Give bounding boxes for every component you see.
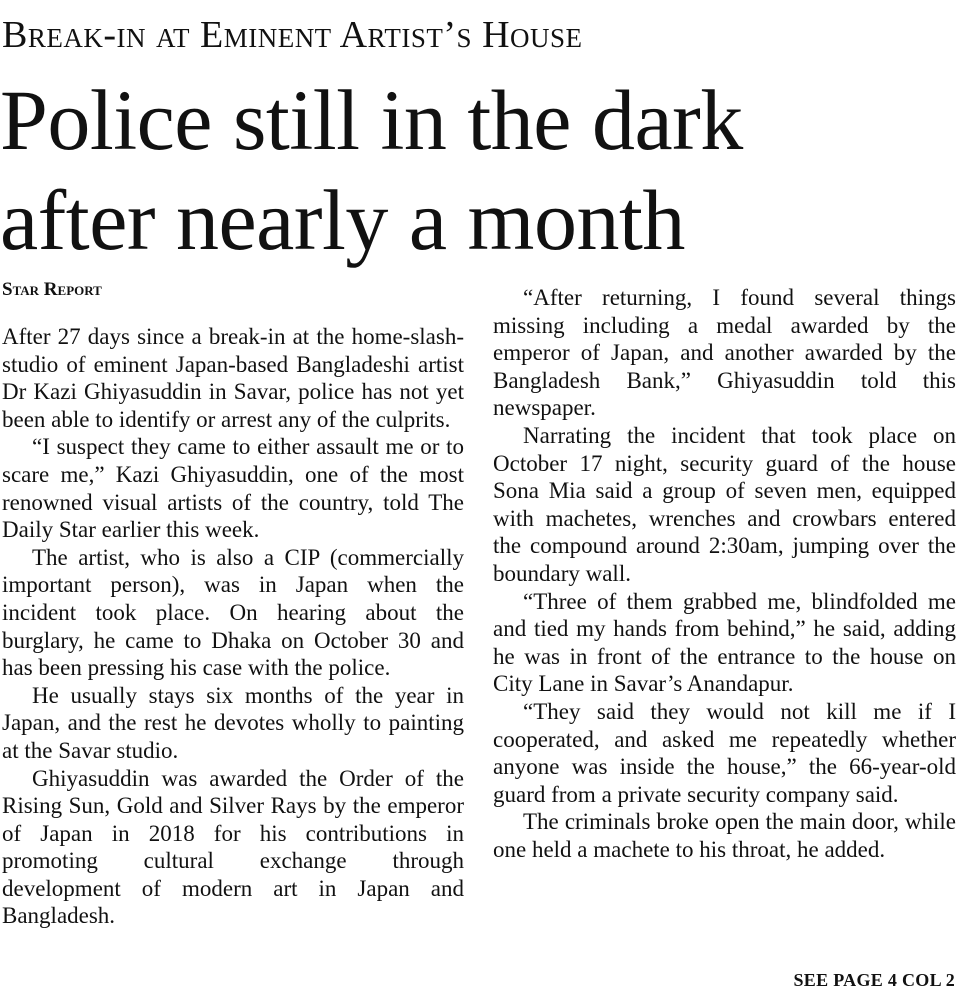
- paragraph: The criminals broke open the main door, while one held a machete to his throat, he added.: [493, 809, 956, 862]
- paragraph: Narrating the incident that took place on October 17 night, security guard of the house Sona Mia said a group of seven men, equipped with machetes, wrenches and crowbars entered the compound around 2:30am, jumping over the boundary wall.: [493, 422, 956, 586]
- paragraph: “Three of them grabbed me, blindfolded me and tied my hands from behind,” he said, adding he was in front of the entrance to the house on City Lane in Savar’s Anandapur.: [493, 588, 956, 697]
- headline-line-2: after nearly a month: [0, 172, 685, 268]
- article-column-left: [2, 323, 464, 930]
- main-headline: [0, 70, 957, 270]
- article-column-right: [493, 284, 956, 863]
- byline: Star Report: [2, 279, 102, 300]
- kicker-headline: Break-in at Eminent Artist’s House: [2, 14, 583, 56]
- paragraph: The artist, who is also a CIP (commercially important person), was in Japan when the incident took place. On hearing about the burglary, he came to Dhaka on October 30 and has been pressing his case with the police.: [2, 544, 464, 681]
- paragraph: He usually stays six months of the year in Japan, and the rest he devotes wholly to painting at the Savar studio.: [2, 682, 464, 763]
- paragraph: “They said they would not kill me if I cooperated, and asked me repeatedly whether anyone was inside the house,” the 66-year-old guard from a private security company said.: [493, 698, 956, 807]
- paragraph: “After returning, I found several things missing including a medal awarded by the emperor of Japan, and another awarded by the Bangladesh Bank,” Ghiyasuddin told this newspaper.: [493, 285, 956, 421]
- paragraph: Ghiyasuddin was awarded the Order of the Rising Sun, Gold and Silver Rays by the emperor of Japan in 2018 for his contributions in promoting cultural exchange through development of modern art in Japan and Bangladesh.: [2, 765, 464, 929]
- continuation-jump-line: SEE PAGE 4 COL 2: [793, 970, 955, 990]
- paragraph: After 27 days since a break-in at the home-slash-studio of eminent Japan-based Bangladeshi artist Dr Kazi Ghiyasuddin in Savar, police has not yet been able to identify or arrest any of the culprits.: [2, 324, 464, 432]
- paragraph: “I suspect they came to either assault me or to scare me,” Kazi Ghiyasuddin, one of the most renowned visual artists of the country, told The Daily Star earlier this week.: [2, 434, 464, 543]
- headline-line-1: Police still in the dark: [0, 72, 743, 168]
